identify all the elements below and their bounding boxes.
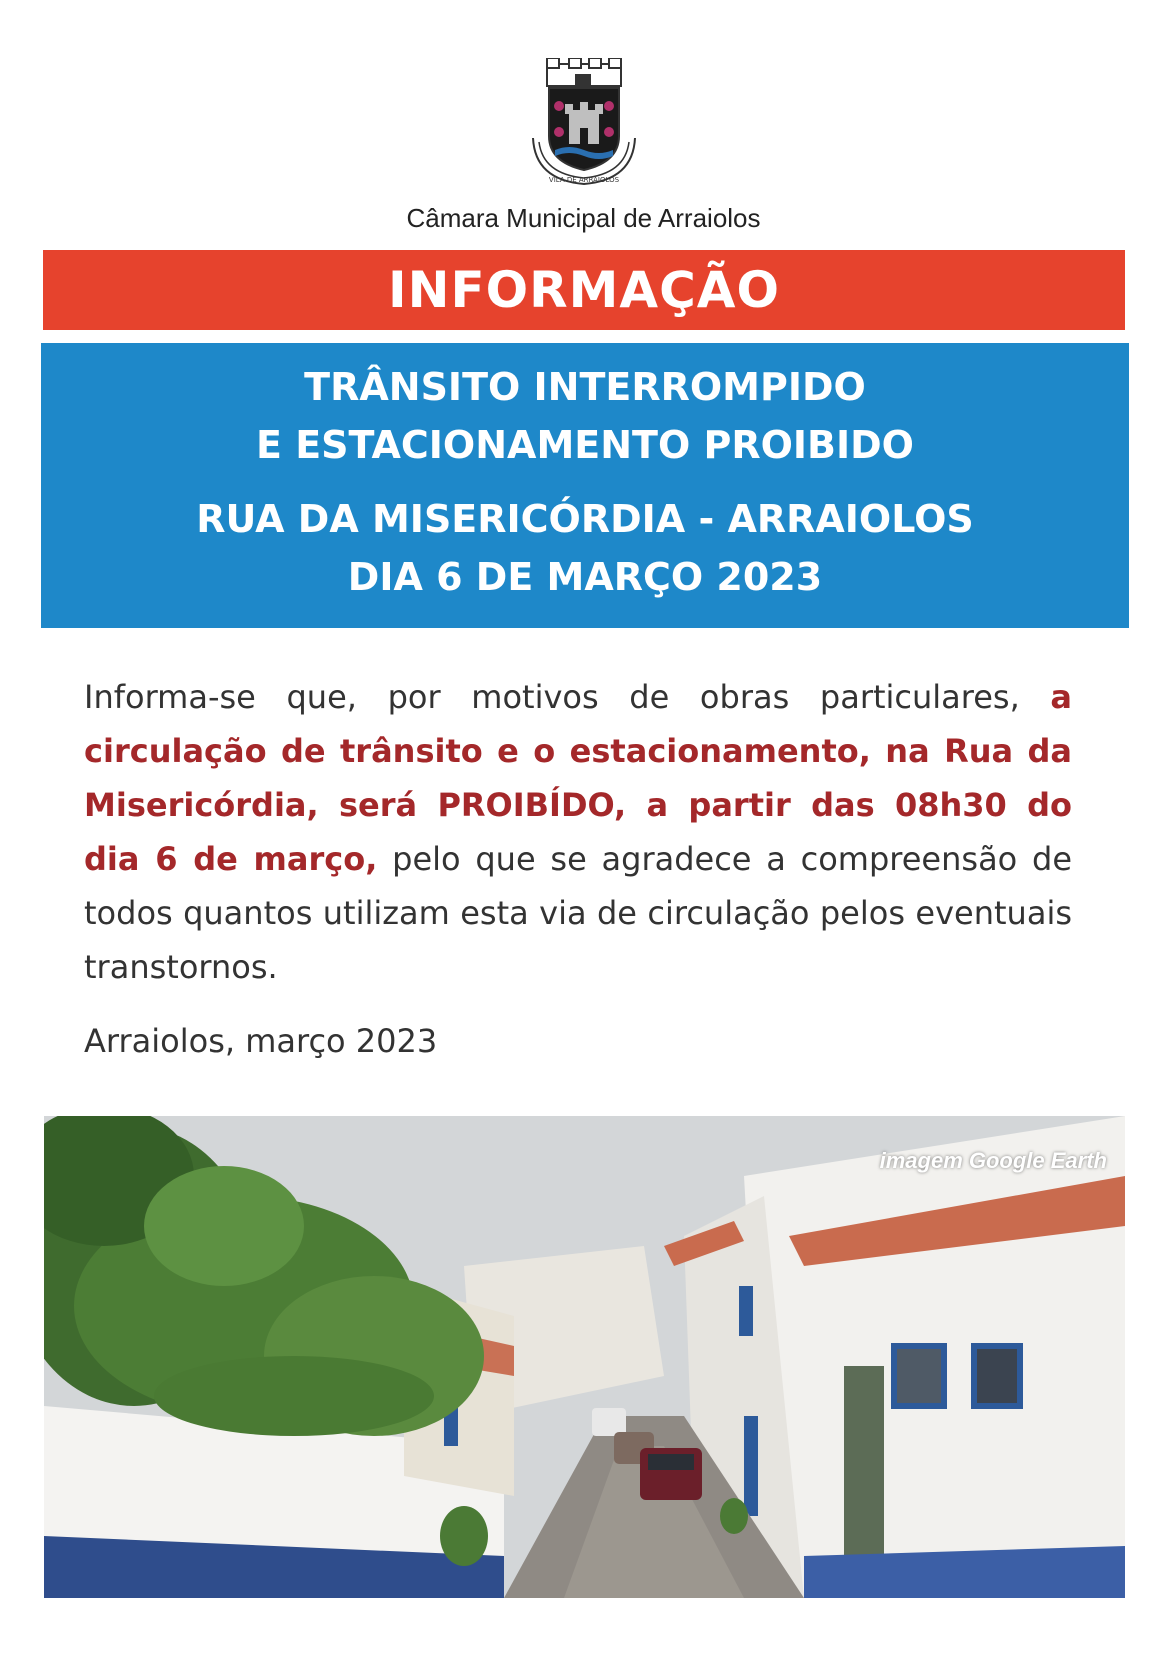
organization-name: Câmara Municipal de Arraiolos <box>406 203 761 233</box>
notice-line-street: RUA DA MISERICÓRDIA - ARRAIOLOS <box>196 497 974 541</box>
notice-box <box>41 343 1129 628</box>
street-photo <box>44 1116 1125 1598</box>
signoff-date: Arraiolos, março 2023 <box>84 1022 438 1060</box>
body-highlight: a circulação de trânsito e o estacionamento, na Rua da Misericórdia, será PROIBÍDO, a partir das 08h30 do dia 6 de março, <box>84 678 1072 878</box>
notice-line-parking: E ESTACIONAMENTO PROIBIDO <box>256 423 914 467</box>
banner-title: INFORMAÇÃO <box>388 261 780 319</box>
svg-text:VILA DE ARRAIOLOS: VILA DE ARRAIOLOS <box>548 176 620 184</box>
information-banner <box>43 250 1125 330</box>
notice-line-date: DIA 6 DE MARÇO 2023 <box>347 555 823 599</box>
coat-of-arms-logo <box>525 58 643 188</box>
body-closing: pelo que se agradece a compreensão de todos quantos utilizam esta via de circulação pelos eventuais transtornos. <box>84 840 1073 986</box>
body-intro: Informa-se que, por motivos de obras particulares, <box>84 678 1051 716</box>
notice-line-traffic: TRÂNSITO INTERROMPIDO <box>304 365 866 409</box>
photo-credit: imagem Google Earth <box>879 1148 1107 1173</box>
notice-body <box>84 670 1072 994</box>
